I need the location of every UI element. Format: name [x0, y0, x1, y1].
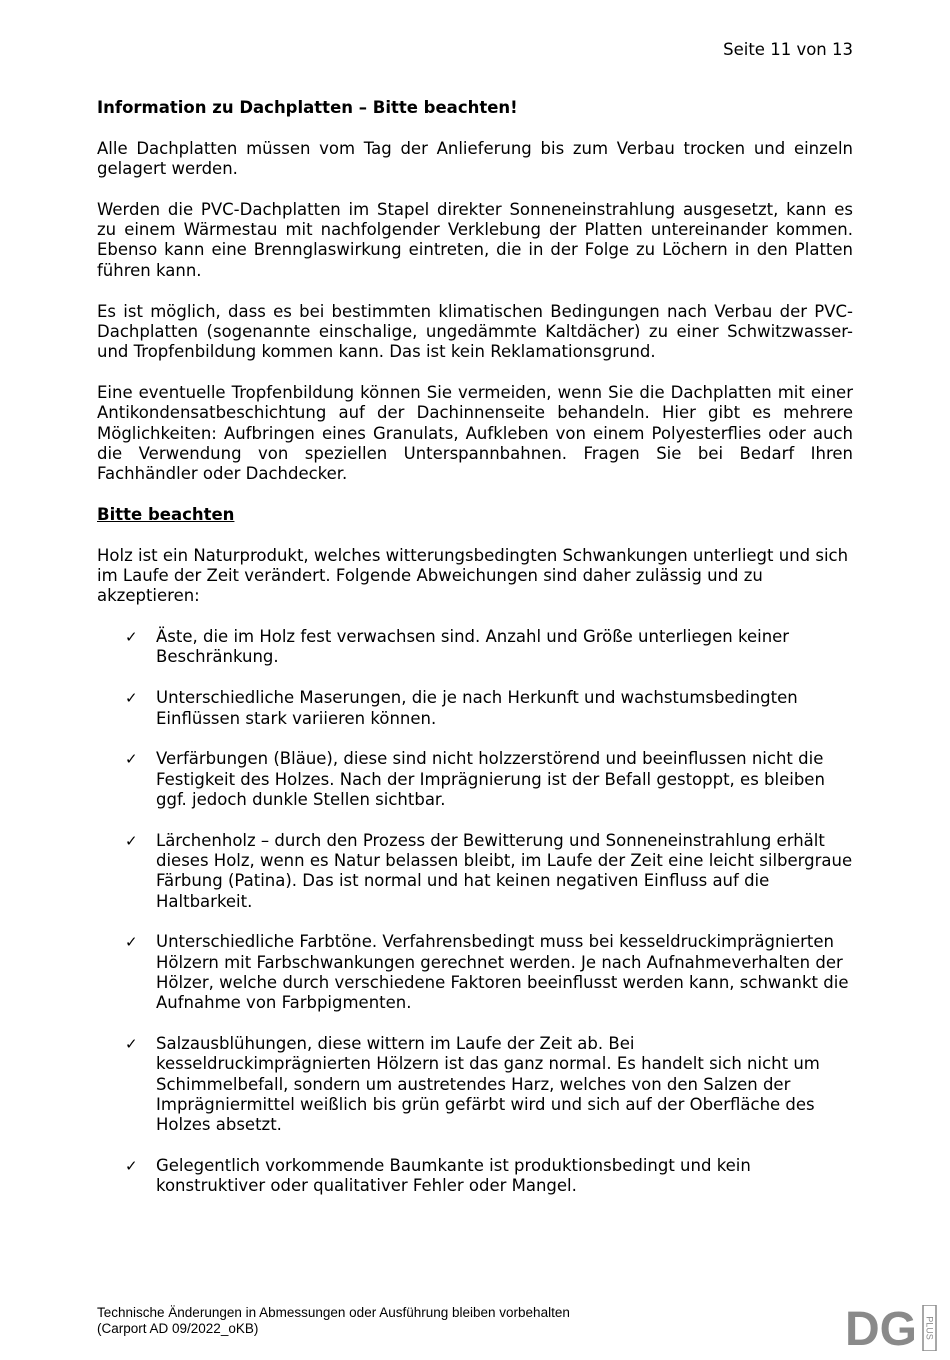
check-icon: ✓ — [125, 933, 138, 952]
list-item — [97, 831, 853, 912]
list-item-text: Lärchenholz – durch den Prozess der Bewitterung und Sonneneinstrahlung erhält dieses Holz, wenn es Natur belassen bleibt, im Laufe der Zeit eine leicht silbergraue Färbung (Patina). Das ist normal und hat keinen negativen Einfluss auf die Haltbarkeit. — [156, 830, 853, 911]
paragraph: Alle Dachplatten müssen vom Tag der Anlieferung bis zum Verbau trocken und einzeln gelagert werden. — [97, 138, 853, 179]
check-icon: ✓ — [125, 628, 138, 647]
paragraph: Werden die PVC-Dachplatten im Stapel direkter Sonneneinstrahlung ausgesetzt, kann es zu einem Wärmestau mit nachfolgender Verklebung der Platten untereinander kommen. Ebenso kann eine Brennglaswirkung eintreten, die in der Folge zu Löchern in den Platten führen kann. — [97, 199, 853, 280]
footer-document-id: (Carport AD 09/2022_oKB) — [97, 1321, 259, 1336]
wood-deviation-list — [97, 627, 853, 1197]
footer — [97, 1305, 570, 1337]
dg-plus-logo — [845, 1305, 937, 1351]
list-item — [97, 627, 853, 668]
document-body — [97, 98, 853, 1217]
logo-letters: DG — [845, 1305, 917, 1351]
list-item — [97, 688, 853, 729]
check-icon: ✓ — [125, 831, 138, 850]
check-icon: ✓ — [125, 689, 138, 708]
check-icon: ✓ — [125, 1035, 138, 1054]
list-item-text: Verfärbungen (Bläue), diese sind nicht holzzerstörend und beeinflussen nicht die Festigkeit des Holzes. Nach der Imprägnierung ist der Befall gestoppt, es bleiben ggf. jedoch dunkle Stellen sichtbar. — [156, 749, 825, 809]
list-item-text: Gelegentlich vorkommende Baumkante ist produktionsbedingt und kein konstruktiver oder qualitativer Fehler oder Mangel. — [156, 1156, 751, 1196]
paragraph: Eine eventuelle Tropfenbildung können Sie vermeiden, wenn Sie die Dachplatten mit einer Antikondensatbeschichtung auf der Dachinnenseite behandeln. Hier gibt es mehrere Möglichkeiten: Aufbringen eines Granulats, Aufkleben von einem Polyesterflies oder auch die Verwendung von speziellen Unterspannbahnen. Fragen Sie bei Bedarf Ihren Fachhändler oder Dachdecker. — [97, 382, 853, 484]
list-item-text: Unterschiedliche Maserungen, die je nach Herkunft und wachstumsbedingten Einflüssen stark variieren können. — [156, 688, 798, 728]
section-heading-dachplatten: Information zu Dachplatten – Bitte beachten! — [97, 98, 518, 117]
paragraph-intro: Holz ist ein Naturprodukt, welches witterungsbedingten Schwankungen unterliegt und sich im Laufe der Zeit verändert. Folgende Abweichungen sind daher zulässig und zu akzeptieren: — [97, 545, 849, 606]
list-item — [97, 1034, 853, 1135]
paragraph: Es ist möglich, dass es bei bestimmten klimatischen Bedingungen nach Verbau der PVC-Dachplatten (sogenannte einschalige, ungedämmte Kaltdächer) zu einer Schwitzwasser- und Tropfenbildung kommen kann. Das ist kein Reklamationsgrund. — [97, 301, 853, 362]
list-item — [97, 1156, 853, 1197]
list-item-text: Salzausblühungen, diese wittern im Laufe der Zeit ab. Bei kesseldruckimprägnierten Hölzern ist das ganz normal. Es handelt sich nicht um Schimmelbefall, sondern um austretendes Harz, welches von den Salzen der Imprägniermittel weißlich bis grün gefärbt wird und sich auf der Oberfläche des Holzes absetzt. — [156, 1034, 820, 1135]
footer-disclaimer: Technische Änderungen in Abmessungen oder Ausführung bleiben vorbehalten — [97, 1305, 570, 1320]
list-item-text: Unterschiedliche Farbtöne. Verfahrensbedingt muss bei kesseldruckimprägnierten Hölzern mit Farbschwankungen gerechnet werden. Je nach Aufnahmeverhalten der Hölzer, welche durch verschiedene Faktoren beeinflusst werden kann, schwankt die Aufnahme von Farbpigmenten. — [156, 932, 849, 1013]
list-item-text: Äste, die im Holz fest verwachsen sind. Anzahl und Größe unterliegen keiner Beschränkung. — [156, 627, 790, 667]
section-heading-bitte-beachten: Bitte beachten — [97, 504, 235, 524]
page-number: Seite 11 von 13 — [723, 40, 853, 59]
list-item — [97, 932, 853, 1013]
list-item — [97, 749, 853, 810]
logo-suffix: PLUS — [924, 1316, 935, 1340]
check-icon: ✓ — [125, 1157, 138, 1176]
check-icon: ✓ — [125, 750, 138, 769]
